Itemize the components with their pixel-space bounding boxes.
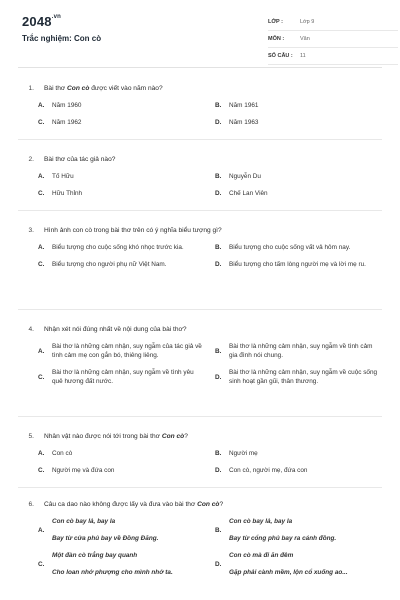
option-d[interactable]: D. Chế Lan Viên xyxy=(215,190,268,197)
option-a[interactable]: A. Con cò bay lả, bay la Bay từ cửa phủ bay về Đồng Đăng. xyxy=(38,518,159,542)
question-number: 6. xyxy=(28,501,34,508)
question-text: Bài thơ của tác giả nào? xyxy=(44,156,116,163)
question-text: Nhận xét nói đúng nhất về nội dung của bài thơ? xyxy=(44,326,187,333)
option-b[interactable]: B. Năm 1961 xyxy=(215,102,259,109)
quiz-meta xyxy=(268,14,398,65)
option-d[interactable]: D. Năm 1963 xyxy=(215,119,259,126)
page-title: Trắc nghiệm: Con cò xyxy=(22,34,102,43)
question-3 xyxy=(18,216,382,310)
meta-label: SỐ CÂU : xyxy=(268,53,293,59)
question-text: Câu ca dao nào không được lấy và đưa vào bài thơ Con cò? xyxy=(44,501,224,508)
question-text: Hình ảnh con cò trong bài thơ trên có ý nghĩa biểu tượng gì? xyxy=(44,227,222,234)
meta-count xyxy=(268,48,398,65)
option-c[interactable]: C. Bài thơ là những cảm nhận, suy ngẫm về tình yêu quê hương đất nước. xyxy=(38,369,194,385)
meta-value: Lớp 9 xyxy=(300,19,315,25)
option-a[interactable]: A. Tố Hữu xyxy=(38,173,74,180)
site-logo[interactable]: $2048^{.vn}$ xyxy=(22,14,62,29)
option-b[interactable]: B. Nguyễn Du xyxy=(215,173,261,180)
meta-value: Văn xyxy=(300,36,310,42)
page-header xyxy=(18,0,382,68)
question-1 xyxy=(18,74,382,140)
question-6 xyxy=(18,490,382,595)
question-number: 3. xyxy=(28,227,34,234)
option-a[interactable]: A. Con cò xyxy=(38,450,73,457)
question-number: 4. xyxy=(28,326,34,333)
option-a[interactable]: A. Năm 1960 xyxy=(38,102,82,109)
question-4 xyxy=(18,315,382,417)
question-5 xyxy=(18,422,382,488)
meta-label: MÔN : xyxy=(268,36,285,42)
question-2 xyxy=(18,145,382,211)
question-text: Bài thơ Con cò được viết vào năm nào? xyxy=(44,85,163,92)
option-a[interactable]: A. Bài thơ là những cảm nhận, suy ngẫm của tác giả về tình cảm mẹ con gắn bó, thiêng liêng. xyxy=(38,343,202,359)
question-number: 1. xyxy=(28,85,34,92)
meta-class xyxy=(268,14,398,31)
option-b[interactable]: B. Con cò bay lả, bay la Bay từ cổng phủ bay ra cánh đồng. xyxy=(215,518,337,542)
option-c[interactable]: C. Biểu tượng cho người phụ nữ Việt Nam. xyxy=(38,261,167,268)
question-text: Nhân vật nào được nói tới trong bài thơ Con cò? xyxy=(44,433,188,440)
option-b[interactable]: B. Bài thơ là những cảm nhận, suy ngẫm về tình cảm gia đình nói chung. xyxy=(215,343,373,359)
option-c[interactable]: C. Người mẹ và đứa con xyxy=(38,467,115,474)
question-number: 2. xyxy=(28,156,34,163)
meta-label: LỚP : xyxy=(268,19,283,25)
option-a[interactable]: A. Biểu tượng cho cuộc sống khó nhọc trước kia. xyxy=(38,244,184,251)
option-d[interactable]: D. Bài thơ là những cảm nhận, suy ngẫm về cuộc sống sinh hoạt gần gũi, thân thương. xyxy=(215,369,378,385)
option-d[interactable]: D. Con cò, người mẹ, đứa con xyxy=(215,467,308,474)
option-b[interactable]: B. Biểu tượng cho cuộc sống vất vả hôm nay. xyxy=(215,244,351,251)
meta-subject xyxy=(268,31,398,48)
option-b[interactable]: B. Người mẹ xyxy=(215,450,258,457)
option-c[interactable]: C. Hữu Thỉnh xyxy=(38,190,83,197)
option-c[interactable]: C. Một đàn cò trắng bay quanh Cho loan nhớ phượng cho mình nhớ ta. xyxy=(38,552,173,576)
option-d[interactable]: D. Con cò mà đi ăn đêm Gặp phải cành mềm, lộn cổ xuống ao... xyxy=(215,552,348,576)
question-number: 5. xyxy=(28,433,34,440)
option-d[interactable]: D. Biểu tượng cho tấm lòng người mẹ và lời mẹ ru. xyxy=(215,261,366,268)
option-c[interactable]: C. Năm 1962 xyxy=(38,119,82,126)
meta-value: 11 xyxy=(300,53,306,59)
